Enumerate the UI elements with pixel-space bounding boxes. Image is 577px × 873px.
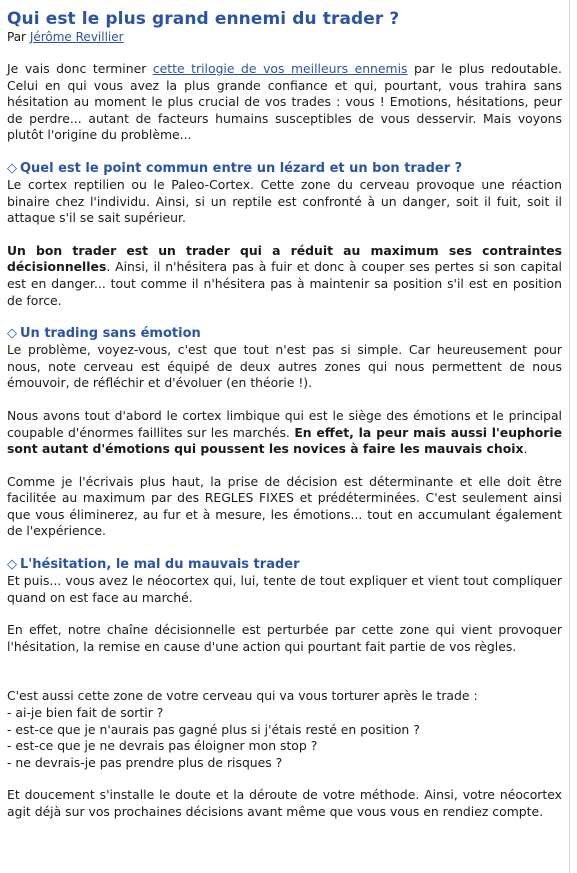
trilogy-link[interactable]: cette trilogie de vos meilleurs ennemis — [152, 61, 408, 76]
section2-emphasis: En effet, la peur mais aussi l'euphorie sont autant d'émotions qui poussent les novices à faire les mauvais choix — [7, 424, 563, 457]
section2-paragraph-2-end: . — [523, 441, 528, 457]
section3-paragraph-1: Et puis... vous avez le néocortex qui, lui, tente de tout expliquer et vient tout compliquer quand on est face au marché. — [7, 573, 562, 605]
byline — [7, 30, 562, 45]
intro-text-end: par le plus redoutable. Celui en qui vous avez la plus grande confiance et qui, pourtant, vous trahira sans hésitation au moment le plus crucial de vos trades : vous ! Emotions, hésitations, peur de perdre... autant de facteurs humains susceptibles de vous desservir. Mais voyons plutôt l'origine du problème... — [7, 61, 562, 143]
section3-paragraph-3: C'est aussi cette zone de votre cerveau qui va vous torturer après le trade : — [7, 688, 478, 704]
author-link[interactable]: Jérôme Revillier — [29, 30, 124, 44]
list-item: - est-ce que je ne devrais pas éloigner mon stop ? — [7, 738, 318, 754]
section1-paragraph-2-rest: . Ainsi, il n'hésitera pas à fuir et donc à couper ses pertes si son capital est en danger... tout comme il n'hésitera pas à maintenir sa position s'il est en position de force. — [7, 259, 562, 308]
section3-paragraph-4: Et doucement s'installe le doute et la déroute de votre méthode. Ainsi, votre néocortex agit déjà sur vos prochaines décisions avant même que vous vous en rendiez compte. — [7, 787, 562, 819]
section2-paragraph-1: Le problème, voyez-vous, c'est que tout n'est pas si simple. Car heureusement pour nous, note cerveau est équipé de deux autres zones qui nous permettent de nous émouvoir, de réfléchir et d'évoluer (en théorie !). — [7, 342, 562, 391]
intro-paragraph — [7, 61, 562, 144]
diamond-bullet-icon: ◇ — [7, 326, 17, 342]
section2-paragraph-2 — [7, 408, 562, 458]
article-title: Qui est le plus grand ennemi du trader ? — [7, 9, 400, 29]
section-heading-trading-sans-emotion — [7, 325, 562, 342]
section-heading-text: L'hésitation, le mal du mauvais trader — [20, 557, 300, 573]
section-heading-text: Quel est le point commun entre un lézard et un bon trader ? — [20, 160, 463, 176]
list-item: - ne devrais-je pas prendre plus de risques ? — [7, 754, 283, 770]
diamond-bullet-icon: ◇ — [7, 557, 17, 573]
section-heading-hesitation — [7, 556, 562, 573]
section2-paragraph-3: Comme je l'écrivais plus haut, la prise de décision est déterminante et elle doit être facilitée au maximum par des REGLES FIXES et prédéterminées. C'est seulement ainsi que vous éliminerez, au fur et à mesure, les émotions... tout en accumulant également de l'expérience. — [7, 473, 562, 539]
section2-paragraph-2-text: Nous avons tout d'abord le cortex limbique qui est le siège des émotions et le principal coupable d'énormes faillites sur les marchés. — [7, 407, 562, 440]
list-item: - ai-je bien fait de sortir ? — [7, 705, 164, 721]
byline-prefix: Par — [7, 30, 26, 44]
section3-paragraph-2: En effet, notre chaîne décisionnelle est perturbée par cette zone qui vient provoquer l'hésitation, la remise en cause d'une action qui pourtant fait partie de vos règles. — [7, 622, 562, 654]
diamond-bullet-icon: ◇ — [7, 160, 17, 176]
section1-paragraph-1: Le cortex reptilien ou le Paleo-Cortex. Cette zone du cerveau provoque une réaction binaire chez l'individu. Ainsi, si un reptile est confronté à un danger, soit il fuit, soit il attaque s'il se sait supérieur. — [7, 176, 562, 226]
intro-text-start: Je vais donc terminer — [7, 61, 153, 76]
question-list — [7, 688, 562, 771]
section-heading-text: Un trading sans émotion — [20, 326, 201, 342]
list-item: - est-ce que je n'aurais pas gagné plus si j'étais resté en position ? — [7, 721, 420, 737]
section-heading-lezard — [7, 160, 562, 177]
section1-emphasis: Un bon trader est un trader qui a réduit au maximum ses contraintes décisionnelles — [7, 242, 562, 275]
section1-paragraph-2 — [7, 243, 562, 309]
